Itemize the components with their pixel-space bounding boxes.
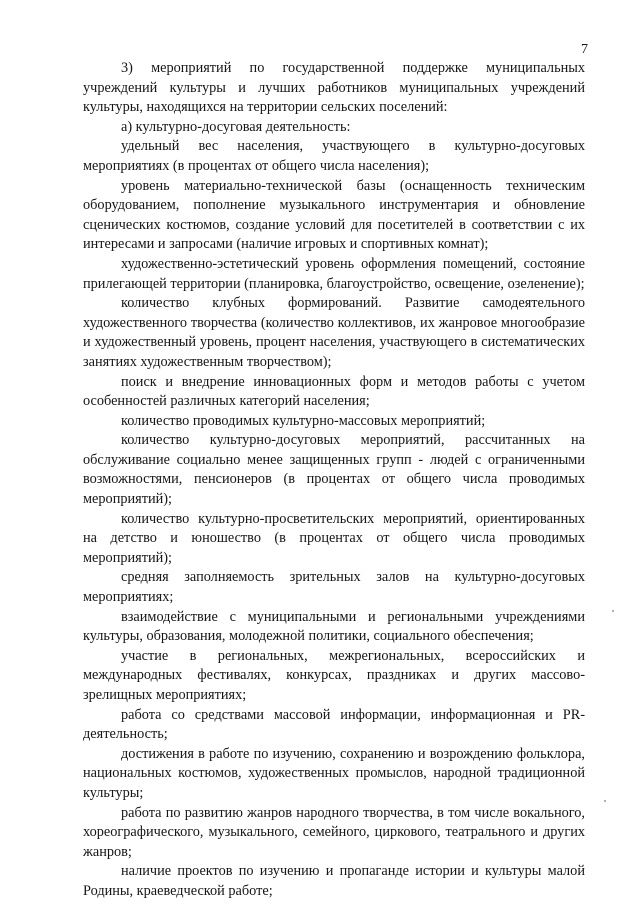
paragraph-criterion: участие в региональных, межрегиональных, всероссийских и международных фестивалях, конкурсах, праздниках и других массово-зрелищных мероприятиях; <box>83 647 585 703</box>
scan-speck <box>604 800 606 802</box>
paragraph-criterion: художественно-эстетический уровень оформления помещений, состояние прилегающей территории (планировка, благоустройство, освещение, озеленение); <box>83 255 585 292</box>
paragraph-criterion: количество культурно-просветительских мероприятий, ориентированных на детство и юношество (в процентах от общего числа проводимых мероприятий); <box>83 510 585 566</box>
paragraph-criterion: работа по развитию жанров народного творчества, в том числе вокального, хореографического, музыкального, семейного, циркового, театрального и других жанров; <box>83 804 585 860</box>
paragraph-criterion: средняя заполняемость зрительных залов на культурно-досуговых мероприятиях; <box>83 569 585 606</box>
paragraph-criterion: поиск и внедрение инновационных форм и методов работы с учетом особенностей различных категорий населения; <box>83 373 585 410</box>
paragraph-criterion: уровень материально-технической базы (оснащенность техническим оборудованием, пополнение музыкального инструментария и обновление сценических костюмов, создание условий для посетителей в соответствии с их интересами и запросами (наличие игровых и спортивных комнат); <box>83 177 585 253</box>
paragraph-criterion: количество проводимых культурно-массовых мероприятий; <box>121 412 486 429</box>
paragraph-subsection-a: а) культурно-досуговая деятельность: <box>121 118 351 135</box>
paragraph-criterion: работа со средствами массовой информации, информационная и PR-деятельность; <box>83 706 585 743</box>
scan-speck <box>612 610 614 612</box>
paragraph-section-3: 3) мероприятий по государственной поддержке муниципальных учреждений культуры и лучших работников муниципальных учреждений культуры, находящихся на территории сельских поселений: <box>83 60 585 116</box>
paragraph-criterion: достижения в работе по изучению, сохранению и возрождению фольклора, национальных костюмов, художественных промыслов, народной традиционной культуры; <box>83 745 585 801</box>
paragraph-criterion: наличие проектов по изучению и пропаганде истории и культуры малой Родины, краеведческой работе; <box>83 863 585 899</box>
paragraph-criterion: удельный вес населения, участвующего в культурно-досуговых мероприятиях (в процентах от общего числа населения); <box>83 138 585 174</box>
paragraph-criterion: взаимодействие с муниципальными и региональными учреждениями культуры, образования, молодежной политики, социального обеспечения; <box>83 608 585 645</box>
document-body <box>83 59 585 902</box>
paragraph-criterion: количество клубных формирований. Развитие самодеятельного художественного творчества (количество коллективов, их жанровое многообразие и художественный уровень, процент населения, участвующего в систематических занятиях художественным творчеством); <box>83 295 585 370</box>
paragraph-criterion: количество культурно-досуговых мероприятий, рассчитанных на обслуживание социально менее защищенных групп - людей с ограниченными возможностями, пенсионеров (в процентах от общего числа проводимых мероприятий); <box>83 432 585 508</box>
page-number: 7 <box>581 42 588 57</box>
